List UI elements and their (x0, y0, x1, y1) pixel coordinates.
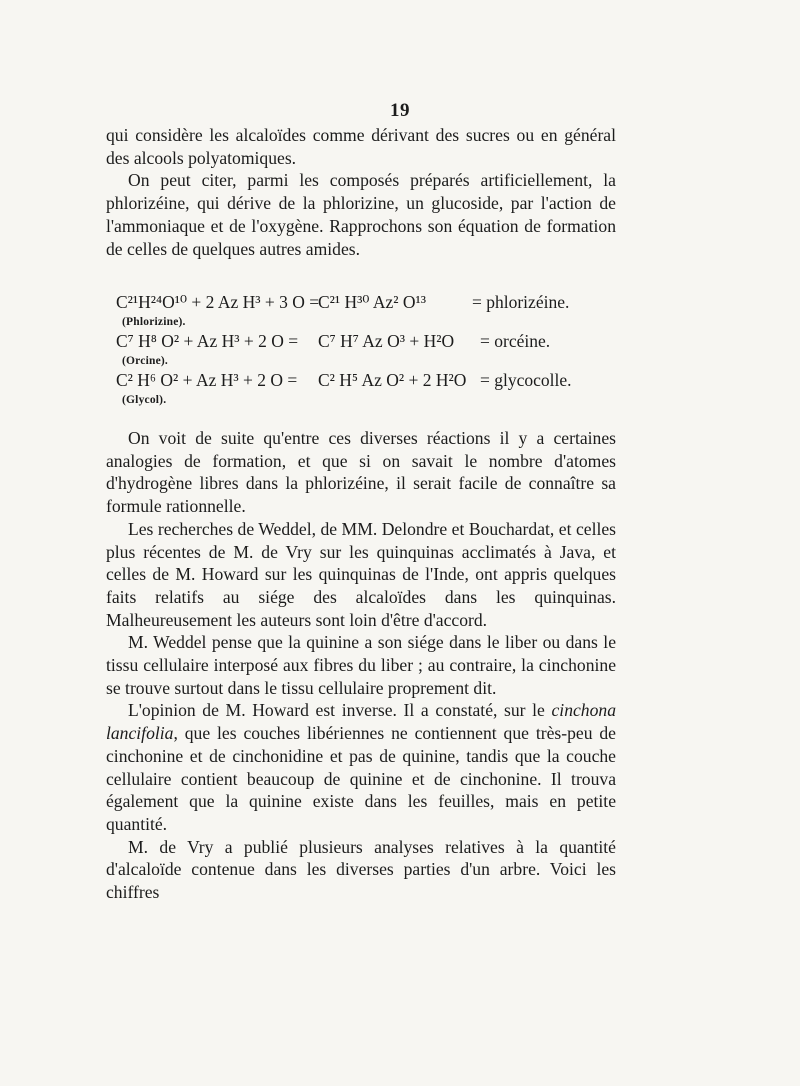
equation-3-product: = glycocolle. (480, 370, 572, 390)
paragraph-4: Les recherches de Weddel, de MM. Delondre et Bouchardat, et celles plus récentes de M. de Vry sur les quinquinas acclimatés à Java, et celles de M. Howard sur les quinquinas de l'Inde, ont appris quelques faits relatifs au siége des alcaloïdes dans les quinquinas. Malheureusement les auteurs sont loin d'être d'accord. (106, 518, 616, 630)
paragraph-2: On peut citer, parmi les composés préparés artificiellement, la phlorizéine, qui dérive de la phlorizine, un glucoside, par l'action de l'ammoniaque et de l'oxygène. Rapprochons son équation de formation de celles de quelques autres amides. (106, 170, 616, 259)
species-name-italic: cinchona lancifolia (106, 700, 616, 744)
equation-row-1 (116, 292, 620, 314)
equation-1-lhs: C²¹H²⁴O¹⁰ + 2 Az H³ + 3 O = (116, 292, 320, 312)
equation-1-product: = phlorizéine. (472, 292, 570, 312)
equation-2-rhs: C⁷ H⁷ Az O³ + H²O (318, 331, 455, 351)
equation-3-rhs: C² H⁵ Az O² + 2 H²O (318, 370, 467, 390)
paragraph-6-part-b: , que les couches libériennes ne contiennent que très-peu de cinchonine et de cinchonidine et pas de quinine, tandis que la couche cellulaire contient beaucoup de quinine et de cinchonine. Il trouva également que la quinine existe dans les feuilles, mais en petite quantité. (106, 723, 616, 834)
equation-2-product: = orcéine. (480, 331, 551, 351)
page-number: 19 (390, 100, 410, 121)
text-block-top (106, 124, 616, 260)
equation-2-lhs: C⁷ H⁸ O² + Az H³ + 2 O = (116, 331, 299, 351)
equation-3-label: (Glycol). (122, 394, 167, 406)
paragraph-7: M. de Vry a publié plusieurs analyses relatives à la quantité d'alcaloïde contenue dans les diverses parties d'un arbre. Voici les chiffres (106, 836, 616, 903)
equations-block (116, 292, 620, 409)
equation-3-lhs: C² H⁶ O² + Az H³ + 2 O = (116, 370, 298, 390)
paragraph-6-part-a: L'opinion de M. Howard est inverse. Il a constaté, sur le (128, 700, 552, 721)
paragraph-6 (106, 699, 616, 835)
text-block-bottom (106, 427, 616, 904)
paragraph-3: On voit de suite qu'entre ces diverses réactions il y a certaines analogies de formation, et que si on savait le nombre d'atomes d'hydrogène libres dans la phlorizéine, il serait facile de connaître sa formule rationnelle. (106, 428, 616, 517)
equation-row-2 (116, 331, 620, 353)
equation-1-label: (Phlorizine). (122, 316, 186, 328)
equation-1-rhs: C²¹ H³⁰ Az² O¹³ (318, 292, 427, 312)
paragraph-5: M. Weddel pense que la quinine a son siége dans le liber ou dans le tissu cellulaire interposé aux fibres du liber ; au contraire, la cinchonine se trouve surtout dans le tissu cellulaire proprement dit. (106, 632, 616, 698)
paragraph-1: qui considère les alcaloïdes comme dérivant des sucres ou en général des alcools polyatomiques. (106, 125, 616, 168)
equation-2-label: (Orcine). (122, 355, 168, 367)
equation-row-3 (116, 370, 620, 392)
